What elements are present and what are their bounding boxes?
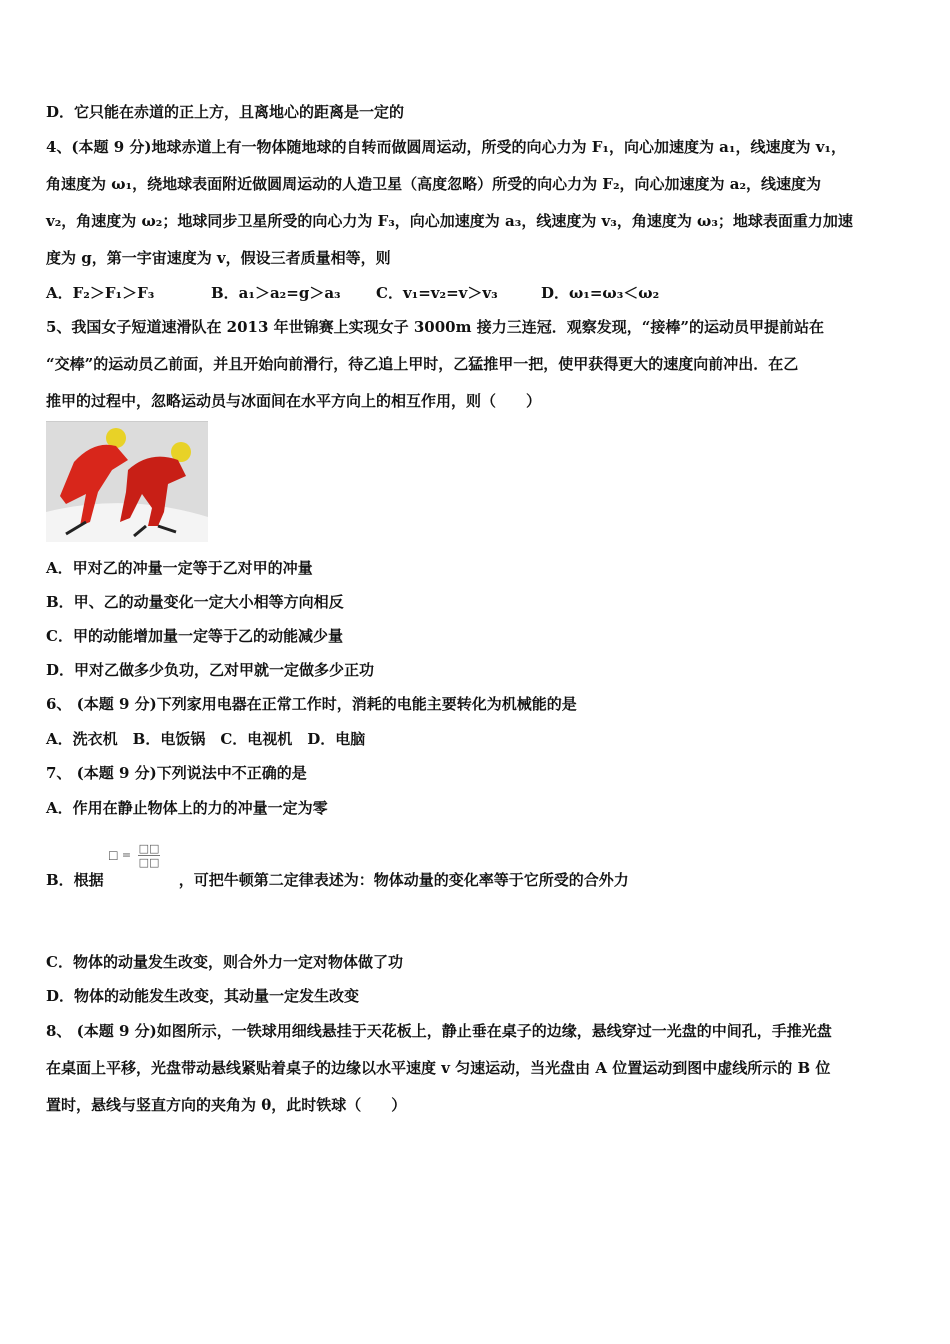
q5-option-d: D．甲对乙做多少负功，乙对甲就一定做多少正功: [46, 661, 375, 679]
q7-option-d: D．物体的动能发生改变，其动量一定发生改变: [46, 987, 360, 1005]
q7-option-a: A．作用在静止物体上的力的冲量一定为零: [46, 799, 328, 817]
q4-option-d: D．ω₁=ω₃＜ω₂: [541, 284, 660, 302]
q4-option-c: C．v₁=v₂=v＞v₃: [376, 284, 498, 302]
q4-line-3: v₂，角速度为 ω₂；地球同步卫星所受的向心力为 F₃，向心加速度为 a₃，线速度为 v₃，角速度为 ω₃；地球表面重力加速: [46, 212, 853, 230]
speed-skaters-photo: [46, 421, 208, 542]
q5-line-3: 推甲的过程中，忽略运动员与冰面间在水平方向上的相互作用，则（ ）: [46, 392, 542, 410]
q7-option-b-text: ，可把牛顿第二定律表述为：物体动量的变化率等于它所受的合外力: [178, 871, 629, 889]
q5-option-a: A．甲对乙的冲量一定等于乙对甲的冲量: [46, 559, 313, 577]
q4-line-1: 4、(本题 9 分)地球赤道上有一物体随地球的自转而做圆周运动，所受的向心力为 F₁，向心加速度为 a₁，线速度为 v₁，: [46, 138, 846, 156]
q7-option-b: [46, 870, 629, 890]
q6-options: A．洗衣机 B．电饭锅 C．电视机 D．电脑: [46, 730, 366, 748]
q4-option-b: B．a₁＞a₂=g＞a₃: [211, 284, 341, 302]
q8-line-3: 置时，悬线与竖直方向的夹角为 θ，此时铁球（ ）: [46, 1096, 407, 1114]
formula-fraction: [138, 842, 161, 869]
q4-line-2: 角速度为 ω₁，绕地球表面附近做圆周运动的人造卫星（高度忽略）所受的向心力为 F₂，向心加速度为 a₂，线速度为: [46, 175, 822, 193]
q3-option-d: D．它只能在赤道的正上方，且离地心的距离是一定的: [46, 103, 405, 121]
q4-option-a: A．F₂＞F₁＞F₃: [46, 284, 155, 302]
q5-line-1: 5、我国女子短道速滑队在 2013 年世锦赛上实现女子 3000m 接力三连冠．观察发现，“接棒”的运动员甲提前站在: [46, 318, 824, 336]
q8-line-2: 在桌面上平移，光盘带动悬线紧贴着桌子的边缘以水平速度 v 匀速运动，当光盘由 A 位置运动到图中虚线所示的 B 位: [46, 1059, 831, 1077]
q5-option-c: C．甲的动能增加量一定等于乙的动能减少量: [46, 627, 343, 645]
q4-line-4: 度为 g，第一宇宙速度为 v，假设三者质量相等，则: [46, 249, 391, 267]
q7-option-c: C．物体的动量发生改变，则合外力一定对物体做了功: [46, 953, 403, 971]
formula-lhs: □ =: [108, 848, 132, 862]
q5-option-b: B．甲、乙的动量变化一定大小相等方向相反: [46, 593, 344, 611]
q7-option-b-prefix: B．根据: [46, 871, 104, 889]
q5-line-2: “交棒”的运动员乙前面，并且开始向前滑行，待乙追上甲时，乙猛推甲一把，使甲获得更大的速度向前冲出．在乙: [46, 355, 799, 373]
momentum-formula: [108, 842, 168, 870]
formula-numerator: □□: [138, 842, 160, 855]
formula-denominator: □□: [138, 856, 160, 869]
q6-question: 6、 (本题 9 分)下列家用电器在正常工作时，消耗的电能主要转化为机械能的是: [46, 695, 577, 713]
q7-question: 7、 (本题 9 分)下列说法中不正确的是: [46, 764, 307, 782]
q4-options: [46, 283, 659, 303]
q8-line-1: 8、 (本题 9 分)如图所示，一铁球用细线悬挂于天花板上，静止垂在桌子的边缘，悬线穿过一光盘的中间孔，手推光盘: [46, 1022, 832, 1040]
